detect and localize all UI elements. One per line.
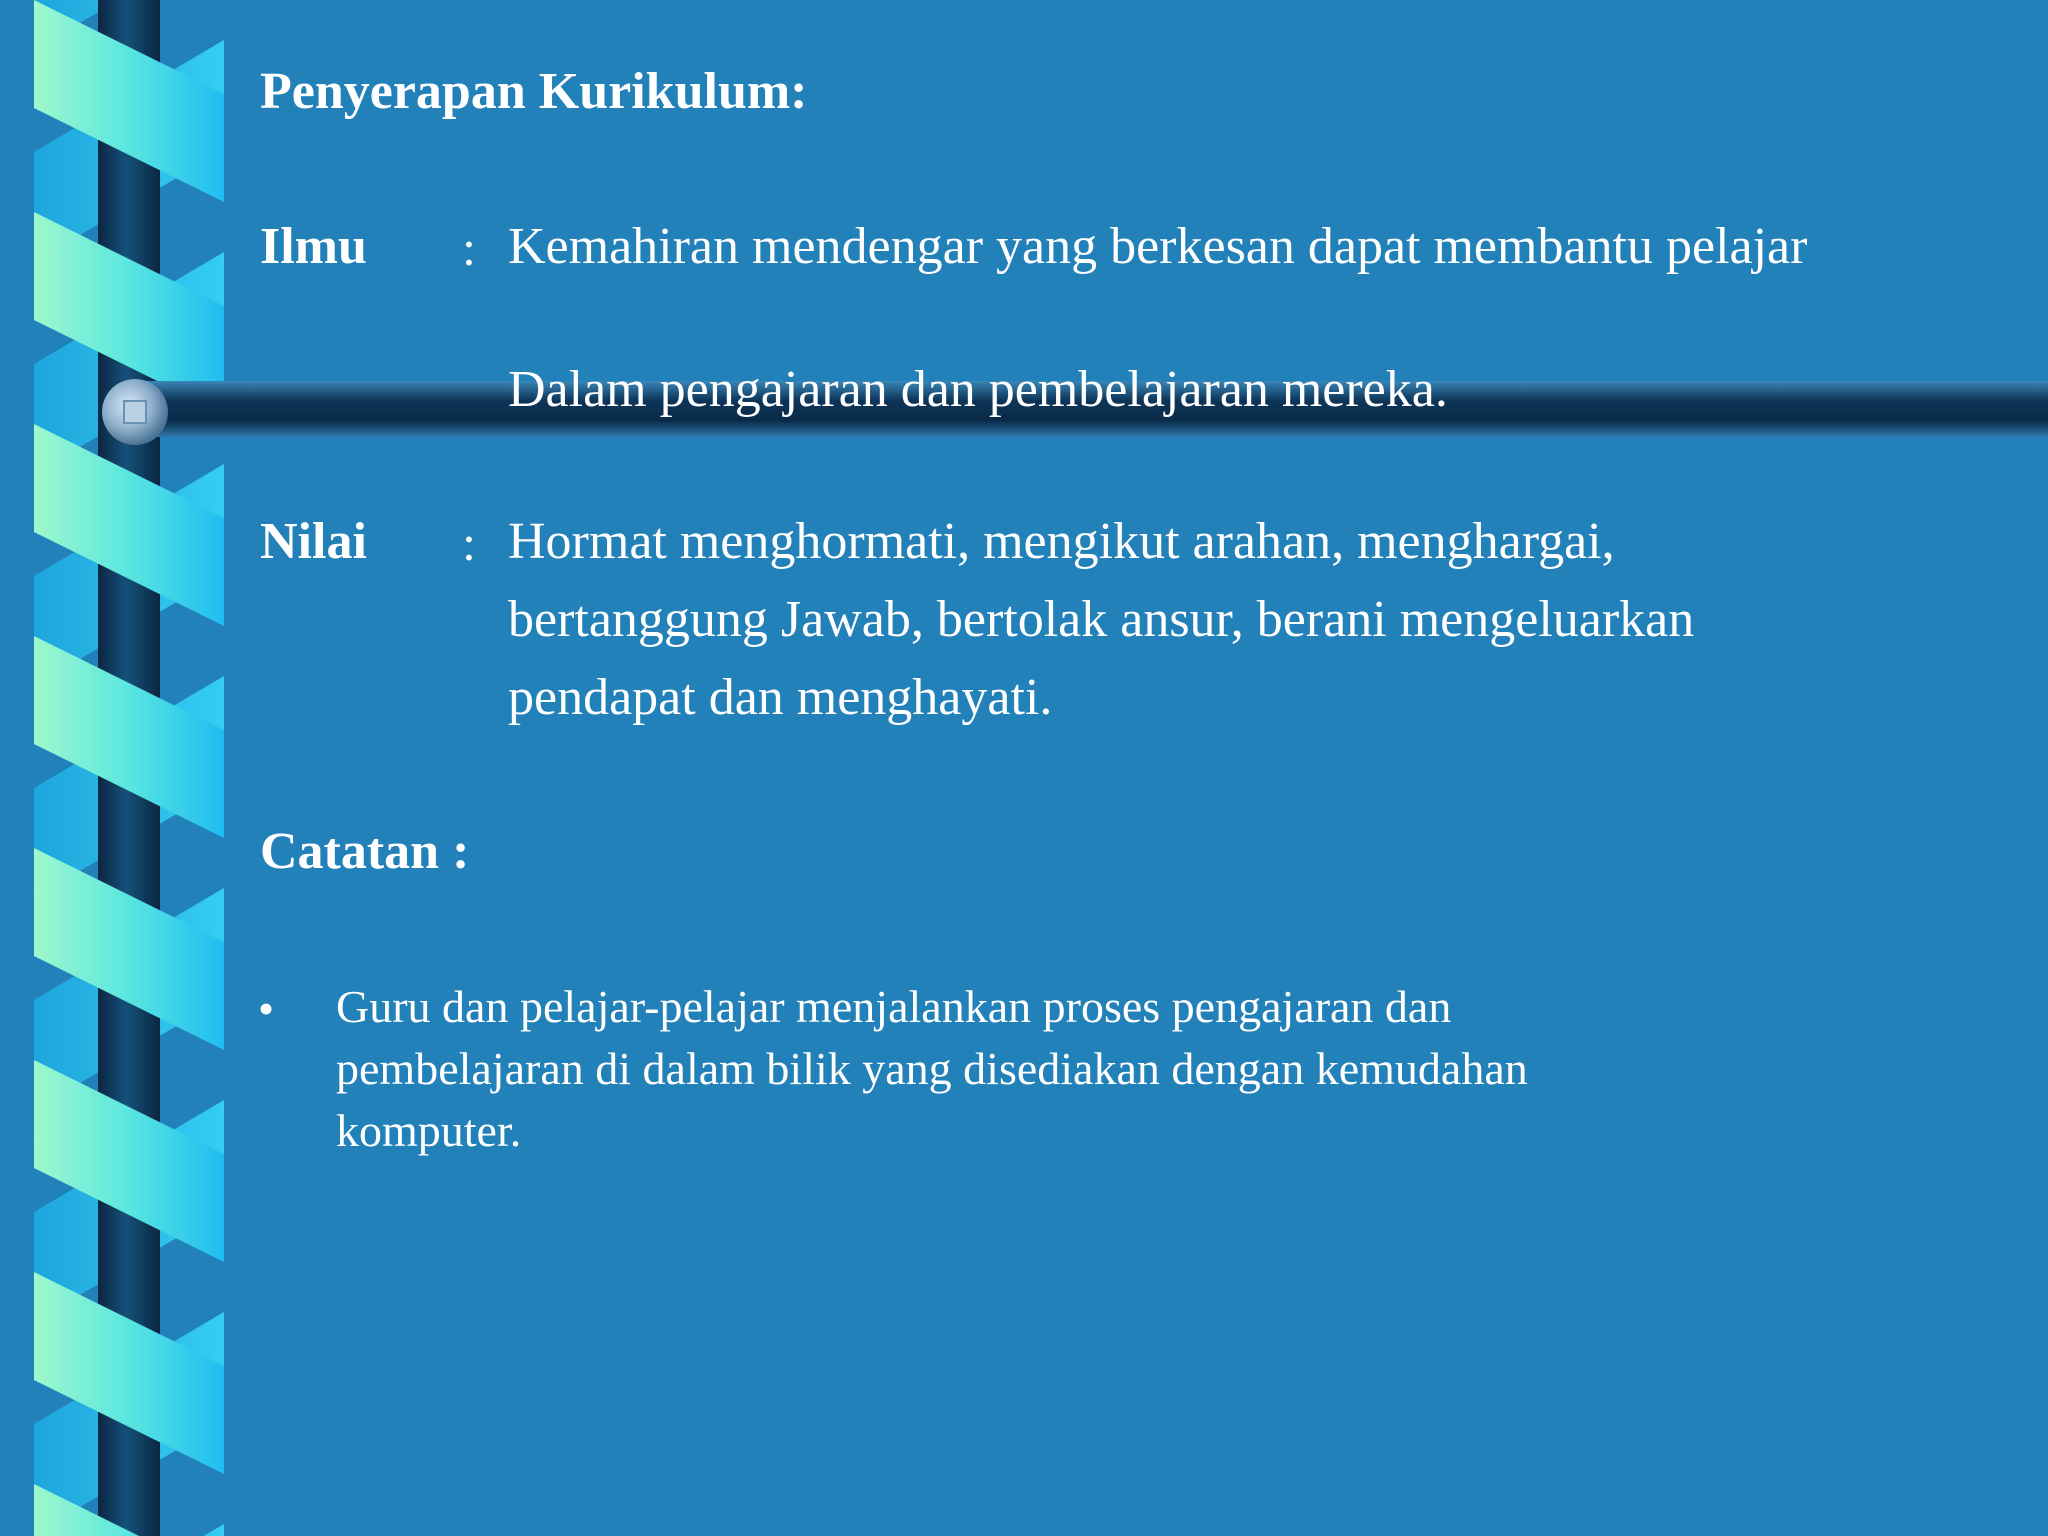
nilai-label: Nilai <box>260 513 367 570</box>
catatan-label: Catatan : <box>260 823 470 880</box>
nilai-separator: : <box>462 515 476 571</box>
slide-title: Penyerapan Kurikulum: <box>260 63 808 120</box>
bullet-line-1: Guru dan pelajar-pelajar menjalankan proses pengajaran dan <box>336 981 1452 1032</box>
ilmu-line-2: Dalam pengajaran dan pembelajaran mereka. <box>508 361 1448 418</box>
ilmu-label: Ilmu <box>260 218 367 275</box>
nilai-line-2: bertanggung Jawab, bertolak ansur, berani mengeluarkan <box>508 591 1695 648</box>
ilmu-line-1: Kemahiran mendengar yang berkesan dapat membantu pelajar <box>508 218 1808 275</box>
bullet-symbol: • <box>258 983 275 1034</box>
ilmu-separator: : <box>462 220 476 276</box>
nilai-line-1: Hormat menghormati, mengikut arahan, menghargai, <box>508 513 1615 570</box>
bullet-line-3: komputer. <box>336 1105 522 1156</box>
bar-knob-square <box>124 401 146 423</box>
bullet-line-2: pembelajaran di dalam bilik yang disediakan dengan kemudahan <box>336 1043 1528 1094</box>
nilai-line-3: pendapat dan menghayati. <box>508 669 1053 726</box>
